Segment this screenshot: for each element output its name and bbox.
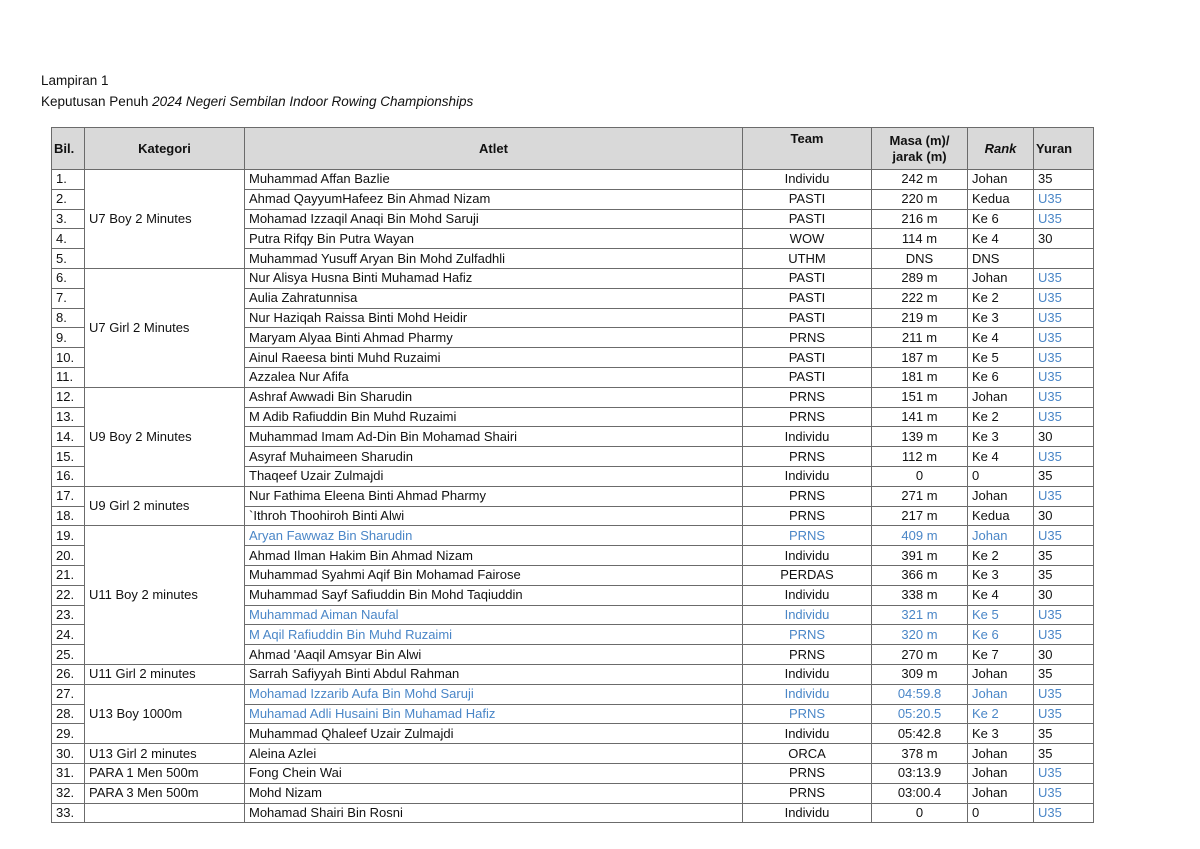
table-row [52,486,1094,506]
cell-atlet: Muhammad Affan Bazlie [245,170,743,190]
cell-team: PERDAS [743,565,872,585]
header-kategori: Kategori [85,128,245,170]
cell-atlet: Thaqeef Uzair Zulmajdi [245,466,743,486]
cell-yuran: U35 [1034,387,1094,407]
cell-atlet: Maryam Alyaa Binti Ahmad Pharmy [245,328,743,348]
cell-bil: 11. [52,367,85,387]
cell-masa: 321 m [872,605,968,625]
header-masa-line2: jarak (m) [892,148,947,164]
table-row [52,744,1094,764]
cell-bil: 18. [52,506,85,526]
cell-yuran: U35 [1034,763,1094,783]
cell-rank: Ke 6 [968,367,1034,387]
cell-bil: 2. [52,189,85,209]
cell-kategori: U13 Boy 1000m [85,684,245,743]
cell-team: PRNS [743,704,872,724]
cell-atlet: Muhammad Sayf Safiuddin Bin Mohd Taqiuddin [245,585,743,605]
table-row [52,387,1094,407]
cell-kategori: U13 Girl 2 minutes [85,744,245,764]
header-masa [872,128,968,170]
cell-rank: Johan [968,744,1034,764]
cell-rank: Ke 6 [968,209,1034,229]
cell-team: PRNS [743,447,872,467]
cell-kategori: U11 Boy 2 minutes [85,526,245,665]
cell-atlet: M Adib Rafiuddin Bin Muhd Ruzaimi [245,407,743,427]
annex-label: Lampiran 1 [41,73,109,88]
cell-atlet: Muhammad Qhaleef Uzair Zulmajdi [245,724,743,744]
cell-yuran: U35 [1034,367,1094,387]
cell-atlet: Ashraf Awwadi Bin Sharudin [245,387,743,407]
cell-rank: Johan [968,170,1034,190]
cell-masa: 289 m [872,268,968,288]
header-rank: Rank [968,128,1034,170]
cell-team: WOW [743,229,872,249]
cell-masa: 141 m [872,407,968,427]
table-row [52,684,1094,704]
cell-bil: 21. [52,565,85,585]
cell-team: PRNS [743,526,872,546]
cell-kategori: PARA 1 Men 500m [85,763,245,783]
cell-masa: 0 [872,466,968,486]
cell-rank: Johan [968,684,1034,704]
cell-yuran: 35 [1034,565,1094,585]
cell-atlet: Mohamad Izzarib Aufa Bin Mohd Saruji [245,684,743,704]
cell-rank: Johan [968,268,1034,288]
cell-yuran: U35 [1034,348,1094,368]
cell-masa: 222 m [872,288,968,308]
cell-yuran: U35 [1034,209,1094,229]
cell-bil: 27. [52,684,85,704]
cell-kategori: U11 Girl 2 minutes [85,664,245,684]
cell-team: Individu [743,546,872,566]
cell-yuran: 30 [1034,585,1094,605]
cell-masa: 309 m [872,664,968,684]
cell-masa: 211 m [872,328,968,348]
cell-bil: 15. [52,447,85,467]
cell-rank: Johan [968,664,1034,684]
cell-team: PRNS [743,387,872,407]
cell-masa: 216 m [872,209,968,229]
cell-rank: Ke 3 [968,565,1034,585]
cell-masa: 391 m [872,546,968,566]
cell-team: Individu [743,684,872,704]
cell-bil: 20. [52,546,85,566]
cell-rank: Kedua [968,189,1034,209]
cell-bil: 25. [52,645,85,665]
cell-yuran: U35 [1034,803,1094,823]
cell-masa: 112 m [872,447,968,467]
cell-bil: 7. [52,288,85,308]
cell-masa: 378 m [872,744,968,764]
cell-yuran: 30 [1034,229,1094,249]
cell-atlet: Aleina Azlei [245,744,743,764]
table-header-row [52,128,1094,170]
cell-yuran: 30 [1034,645,1094,665]
cell-team: Individu [743,724,872,744]
cell-atlet: Nur Fathima Eleena Binti Ahmad Pharmy [245,486,743,506]
cell-bil: 3. [52,209,85,229]
cell-team: PRNS [743,783,872,803]
cell-rank: Ke 4 [968,447,1034,467]
cell-bil: 5. [52,249,85,269]
cell-masa: 151 m [872,387,968,407]
cell-yuran: U35 [1034,288,1094,308]
document-heading [41,70,473,112]
cell-bil: 1. [52,170,85,190]
cell-masa: 05:42.8 [872,724,968,744]
table-row [52,763,1094,783]
cell-yuran: U35 [1034,308,1094,328]
cell-masa: 338 m [872,585,968,605]
cell-masa: 139 m [872,427,968,447]
cell-masa: 320 m [872,625,968,645]
cell-bil: 22. [52,585,85,605]
cell-bil: 23. [52,605,85,625]
cell-kategori: PARA 3 Men 500m [85,783,245,803]
cell-atlet: Muhammad Yusuff Aryan Bin Mohd Zulfadhli [245,249,743,269]
cell-atlet: Azzalea Nur Afifa [245,367,743,387]
cell-rank: 0 [968,466,1034,486]
cell-yuran: U35 [1034,704,1094,724]
cell-team: PASTI [743,308,872,328]
cell-rank: Johan [968,387,1034,407]
cell-masa: 217 m [872,506,968,526]
cell-masa: 03:00.4 [872,783,968,803]
table-row [52,803,1094,823]
cell-rank: 0 [968,803,1034,823]
cell-rank: Ke 2 [968,407,1034,427]
cell-yuran: U35 [1034,684,1094,704]
cell-kategori [85,803,245,823]
cell-yuran: 35 [1034,170,1094,190]
cell-rank: Ke 5 [968,605,1034,625]
cell-masa: 366 m [872,565,968,585]
cell-yuran: U35 [1034,526,1094,546]
cell-team: Individu [743,427,872,447]
cell-atlet: Ahmad Ilman Hakim Bin Ahmad Nizam [245,546,743,566]
cell-yuran: 35 [1034,724,1094,744]
cell-masa: 03:13.9 [872,763,968,783]
cell-team: PRNS [743,407,872,427]
cell-atlet: Muhammad Syahmi Aqif Bin Mohamad Fairose [245,565,743,585]
subtitle-prefix: Keputusan Penuh [41,94,153,109]
cell-atlet: Fong Chein Wai [245,763,743,783]
cell-rank: Johan [968,783,1034,803]
header-yuran: Yuran [1034,128,1094,170]
cell-rank: Ke 4 [968,229,1034,249]
cell-team: Individu [743,664,872,684]
cell-masa: 05:20.5 [872,704,968,724]
table-row [52,526,1094,546]
cell-team: PASTI [743,348,872,368]
cell-kategori: U7 Boy 2 Minutes [85,170,245,269]
cell-bil: 32. [52,783,85,803]
cell-masa: 271 m [872,486,968,506]
cell-atlet: Ahmad QayyumHafeez Bin Ahmad Nizam [245,189,743,209]
cell-bil: 8. [52,308,85,328]
cell-bil: 10. [52,348,85,368]
cell-atlet: Mohd Nizam [245,783,743,803]
cell-team: PRNS [743,328,872,348]
cell-yuran: U35 [1034,447,1094,467]
cell-rank: Ke 4 [968,585,1034,605]
cell-yuran: 30 [1034,427,1094,447]
cell-rank: Ke 4 [968,328,1034,348]
cell-rank: Ke 3 [968,427,1034,447]
cell-kategori: U9 Boy 2 Minutes [85,387,245,486]
cell-bil: 29. [52,724,85,744]
cell-team: UTHM [743,249,872,269]
cell-team: PRNS [743,763,872,783]
cell-yuran: 35 [1034,466,1094,486]
table-row [52,664,1094,684]
cell-atlet: Aryan Fawwaz Bin Sharudin [245,526,743,546]
cell-atlet: Ahmad 'Aaqil Amsyar Bin Alwi [245,645,743,665]
cell-atlet: Nur Haziqah Raissa Binti Mohd Heidir [245,308,743,328]
cell-team: PRNS [743,645,872,665]
document-subtitle [41,91,473,112]
cell-yuran: U35 [1034,605,1094,625]
cell-masa: 270 m [872,645,968,665]
cell-masa: 220 m [872,189,968,209]
cell-rank: Ke 2 [968,288,1034,308]
cell-team: Individu [743,803,872,823]
cell-atlet: `Ithroh Thoohiroh Binti Alwi [245,506,743,526]
cell-rank: Johan [968,763,1034,783]
cell-atlet: Asyraf Muhaimeen Sharudin [245,447,743,467]
cell-team: PASTI [743,189,872,209]
cell-atlet: Muhamad Adli Husaini Bin Muhamad Hafiz [245,704,743,724]
cell-masa: 181 m [872,367,968,387]
cell-yuran: U35 [1034,189,1094,209]
cell-team: Individu [743,466,872,486]
cell-masa: 04:59.8 [872,684,968,704]
cell-team: PRNS [743,625,872,645]
cell-masa: 187 m [872,348,968,368]
results-table [51,127,1094,823]
cell-team: Individu [743,585,872,605]
cell-masa: DNS [872,249,968,269]
cell-rank: Johan [968,486,1034,506]
results-body [52,170,1094,823]
event-name: 2024 Negeri Sembilan Indoor Rowing Championships [152,94,474,109]
cell-team: PRNS [743,486,872,506]
cell-yuran: U35 [1034,268,1094,288]
cell-atlet: M Aqil Rafiuddin Bin Muhd Ruzaimi [245,625,743,645]
header-atlet: Atlet [245,128,743,170]
header-masa-line1: Masa (m)/ [889,132,950,148]
cell-rank: Ke 2 [968,704,1034,724]
cell-atlet: Aulia Zahratunnisa [245,288,743,308]
cell-rank: Ke 5 [968,348,1034,368]
cell-yuran: 35 [1034,546,1094,566]
cell-team: PASTI [743,288,872,308]
cell-yuran: 35 [1034,744,1094,764]
cell-bil: 19. [52,526,85,546]
cell-yuran [1034,249,1094,269]
cell-atlet: Muhammad Aiman Naufal [245,605,743,625]
cell-kategori: U9 Girl 2 minutes [85,486,245,526]
cell-masa: 242 m [872,170,968,190]
cell-yuran: U35 [1034,407,1094,427]
header-bil: Bil. [52,128,85,170]
cell-bil: 31. [52,763,85,783]
cell-team: PRNS [743,506,872,526]
cell-rank: Ke 2 [968,546,1034,566]
cell-bil: 12. [52,387,85,407]
cell-atlet: Sarrah Safiyyah Binti Abdul Rahman [245,664,743,684]
cell-rank: Kedua [968,506,1034,526]
cell-bil: 16. [52,466,85,486]
cell-team: Individu [743,170,872,190]
cell-rank: Ke 7 [968,645,1034,665]
cell-bil: 14. [52,427,85,447]
table-row [52,268,1094,288]
cell-bil: 24. [52,625,85,645]
cell-bil: 26. [52,664,85,684]
cell-bil: 4. [52,229,85,249]
table-row [52,783,1094,803]
cell-team: PASTI [743,209,872,229]
cell-masa: 114 m [872,229,968,249]
cell-bil: 17. [52,486,85,506]
cell-team: Individu [743,605,872,625]
cell-masa: 219 m [872,308,968,328]
cell-atlet: Nur Alisya Husna Binti Muhamad Hafiz [245,268,743,288]
cell-team: PASTI [743,367,872,387]
cell-bil: 9. [52,328,85,348]
cell-bil: 28. [52,704,85,724]
cell-team: PASTI [743,268,872,288]
cell-yuran: U35 [1034,625,1094,645]
cell-yuran: U35 [1034,486,1094,506]
cell-bil: 33. [52,803,85,823]
cell-team: ORCA [743,744,872,764]
cell-kategori: U7 Girl 2 Minutes [85,268,245,387]
cell-bil: 30. [52,744,85,764]
cell-atlet: Mohamad Shairi Bin Rosni [245,803,743,823]
cell-bil: 13. [52,407,85,427]
cell-masa: 409 m [872,526,968,546]
cell-bil: 6. [52,268,85,288]
cell-atlet: Putra Rifqy Bin Putra Wayan [245,229,743,249]
cell-rank: Ke 6 [968,625,1034,645]
cell-yuran: 30 [1034,506,1094,526]
cell-masa: 0 [872,803,968,823]
cell-yuran: U35 [1034,328,1094,348]
cell-atlet: Mohamad Izzaqil Anaqi Bin Mohd Saruji [245,209,743,229]
cell-atlet: Ainul Raeesa binti Muhd Ruzaimi [245,348,743,368]
table-row [52,170,1094,190]
cell-rank: Johan [968,526,1034,546]
header-team: Team [743,128,872,170]
cell-atlet: Muhammad Imam Ad-Din Bin Mohamad Shairi [245,427,743,447]
cell-rank: DNS [968,249,1034,269]
cell-yuran: 35 [1034,664,1094,684]
cell-rank: Ke 3 [968,308,1034,328]
cell-yuran: U35 [1034,783,1094,803]
cell-rank: Ke 3 [968,724,1034,744]
